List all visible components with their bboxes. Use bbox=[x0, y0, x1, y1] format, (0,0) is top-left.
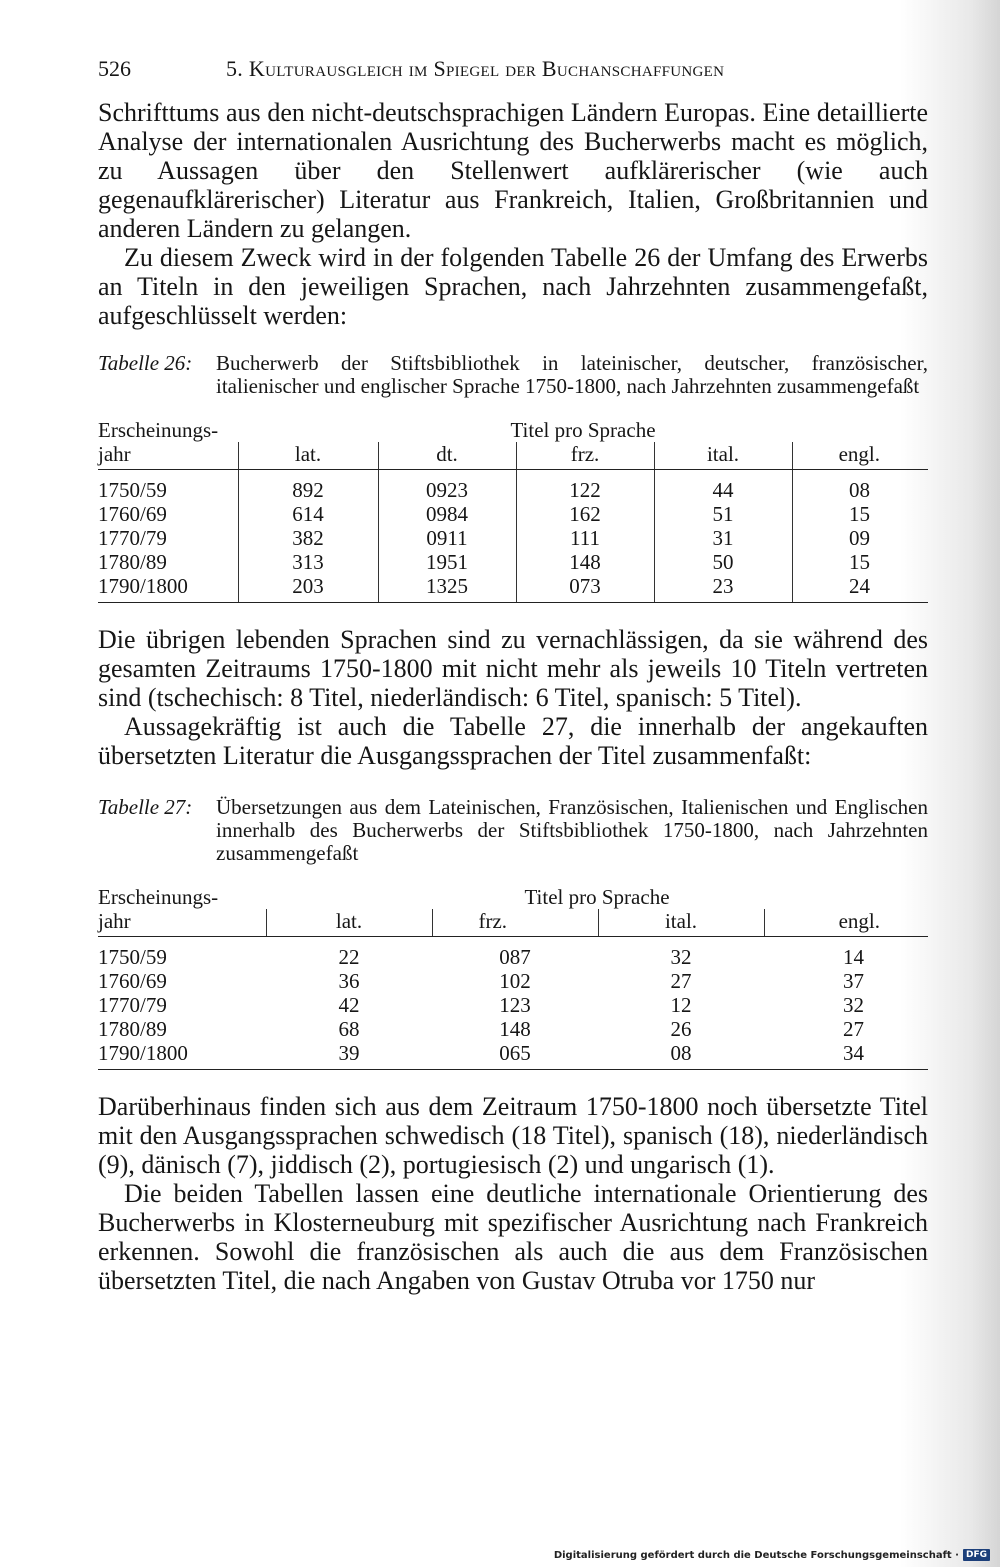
table-cell: 313 bbox=[238, 550, 378, 574]
table-cell: 148 bbox=[516, 550, 654, 574]
table-27-caption bbox=[98, 796, 928, 865]
table-cell: 37 bbox=[843, 969, 864, 993]
table-row bbox=[98, 470, 928, 503]
table-cell-year: 1790/1800 bbox=[98, 1041, 266, 1070]
digitization-footer bbox=[554, 1549, 990, 1561]
running-head-prefix: 5. bbox=[226, 56, 249, 81]
table-cell-year: 1780/89 bbox=[98, 1017, 167, 1041]
table-cell: 68 bbox=[338, 1017, 360, 1041]
table-cell: 31 bbox=[654, 526, 792, 550]
table-row bbox=[98, 1041, 928, 1070]
table-cell: 122 bbox=[516, 470, 654, 503]
table-27-group-header: Titel pro Sprache bbox=[524, 885, 670, 909]
table-cell: 102 bbox=[499, 969, 531, 993]
table-cell: 15 bbox=[792, 550, 928, 574]
table-cell: 44 bbox=[654, 470, 792, 503]
table-26-col-header: engl. bbox=[792, 442, 928, 470]
dfg-logo: DFG bbox=[963, 1549, 990, 1561]
table-cell: 39 bbox=[266, 1041, 432, 1070]
table-cell: 24 bbox=[792, 574, 928, 603]
table-cell: 1951 bbox=[378, 550, 516, 574]
table-cell: 111 bbox=[516, 526, 654, 550]
table-row bbox=[98, 937, 928, 970]
table-cell-year: 1780/89 bbox=[98, 550, 167, 574]
table-cell: 087 bbox=[499, 945, 531, 969]
table-27-col-header: lat. bbox=[266, 909, 432, 937]
table-27 bbox=[98, 885, 928, 1070]
table-cell-year: 1760/69 bbox=[98, 502, 167, 526]
table-cell: 27 bbox=[843, 1017, 864, 1041]
table-26-year-header-2: jahr bbox=[98, 442, 238, 470]
table-cell-year: 1770/79 bbox=[98, 526, 167, 550]
table-27-caption-text: Übersetzungen aus dem Lateinischen, Französischen, Italienischen und Englischen innerhalb des Bucherwerbs der Stiftsbibliothek 1750-1800, nach Jahrzehnten zusammengefaßt bbox=[216, 795, 928, 865]
table-cell: 892 bbox=[238, 470, 378, 503]
table-cell: 26 bbox=[670, 1017, 692, 1041]
table-26-label: Tabelle 26: bbox=[98, 351, 193, 375]
table-cell: 34 bbox=[764, 1041, 928, 1070]
table-26 bbox=[98, 418, 928, 603]
table-cell: 08 bbox=[598, 1041, 764, 1070]
table-cell: 203 bbox=[238, 574, 378, 603]
table-26-header-row bbox=[98, 442, 928, 470]
table-26-caption-text: Bucherwerb der Stiftsbibliothek in lateinischer, deutscher, französischer, italienischer und englischer Sprache 1750-1800, nach Jahrzehnten zusammengefaßt bbox=[216, 351, 928, 398]
paragraph-5: Darüberhinaus finden sich aus dem Zeitraum 1750-1800 noch übersetzte Titel mit den Ausgangssprachen schwedisch (18 Titel), spanisch (18), niederländisch (9), dänisch (7), jiddisch (2), portugiesisch (2) und ungarisch (1). bbox=[98, 1092, 928, 1179]
table-cell: 12 bbox=[670, 993, 692, 1017]
table-26-col-header: frz. bbox=[516, 442, 654, 470]
table-cell: 0984 bbox=[378, 502, 516, 526]
table-cell: 1325 bbox=[378, 574, 516, 603]
table-row bbox=[98, 1017, 928, 1041]
table-row bbox=[98, 993, 928, 1017]
table-cell: 50 bbox=[654, 550, 792, 574]
table-cell: 15 bbox=[792, 502, 928, 526]
page-number: 526 bbox=[98, 56, 131, 81]
table-row bbox=[98, 502, 928, 526]
table-row bbox=[98, 550, 928, 574]
table-27-year-header-1: Erscheinungs- bbox=[98, 885, 219, 909]
footer-text: Digitalisierung gefördert durch die Deutsche Forschungsgemeinschaft · bbox=[553, 1549, 959, 1561]
running-head-title: Kulturausgleich im Spiegel der Buchanschaffungen bbox=[248, 56, 725, 81]
paragraph-1: Schrifttums aus den nicht-deutschsprachigen Ländern Europas. Eine detaillierte Analyse der internationalen Ausrichtung des Bucherwerbs macht es möglich, zu Aussagen über den Stellenwert aufklärerischer (wie auch gegenaufklärerischer) Literatur aus Frankreich, Italien, Großbritannien und anderen Ländern zu gelangen. bbox=[98, 98, 928, 243]
table-27-label: Tabelle 27: bbox=[98, 795, 193, 819]
table-cell: 32 bbox=[670, 945, 692, 969]
table-26-caption bbox=[98, 352, 928, 398]
table-26-col-header: ital. bbox=[654, 442, 792, 470]
table-cell: 0911 bbox=[378, 526, 516, 550]
table-cell: 073 bbox=[516, 574, 654, 603]
table-cell: 0923 bbox=[378, 470, 516, 503]
table-26-year-header-1: Erscheinungs- bbox=[98, 418, 219, 442]
table-cell: 148 bbox=[499, 1017, 531, 1041]
table-cell: 382 bbox=[238, 526, 378, 550]
table-26-col-header: dt. bbox=[378, 442, 516, 470]
table-cell: 32 bbox=[843, 993, 864, 1017]
table-cell-year: 1750/59 bbox=[98, 945, 167, 969]
table-cell: 162 bbox=[516, 502, 654, 526]
table-26-col-header: lat. bbox=[238, 442, 378, 470]
page-header bbox=[98, 56, 928, 90]
table-cell-year: 1790/1800 bbox=[98, 574, 238, 603]
table-26-group-row bbox=[98, 418, 928, 442]
table-cell: 22 bbox=[338, 945, 360, 969]
table-row bbox=[98, 969, 928, 993]
table-27-year-header-2: jahr bbox=[98, 909, 266, 937]
table-cell: 09 bbox=[792, 526, 928, 550]
table-cell-year: 1750/59 bbox=[98, 478, 167, 502]
table-cell: 27 bbox=[670, 969, 692, 993]
table-cell: 08 bbox=[792, 470, 928, 503]
table-cell: 42 bbox=[338, 993, 360, 1017]
table-cell: 36 bbox=[338, 969, 360, 993]
paragraph-6: Die beiden Tabellen lassen eine deutliche internationale Orientierung des Bucherwerbs in Klosterneuburg mit spezifischer Ausrichtung nach Frankreich erkennen. Sowohl die französischen als auch die aus dem Französischen übersetzten Titel, die nach Angaben von Gustav Otruba vor 1750 nur bbox=[98, 1179, 928, 1295]
table-27-col-header: engl. bbox=[764, 909, 928, 937]
table-27-header-row bbox=[98, 909, 928, 937]
table-cell-year: 1770/79 bbox=[98, 993, 167, 1017]
table-27-group-row bbox=[98, 885, 928, 909]
table-cell-year: 1760/69 bbox=[98, 969, 167, 993]
paragraph-3: Die übrigen lebenden Sprachen sind zu vernachlässigen, da sie während des gesamten Zeitraums 1750-1800 mit nicht mehr als jeweils 10 Titeln vertreten sind (tschechisch: 8 Titel, niederländisch: 6 Titel, spanisch: 5 Titel). bbox=[98, 625, 928, 712]
running-head bbox=[226, 56, 724, 82]
table-cell: 14 bbox=[843, 945, 864, 969]
table-cell: 123 bbox=[499, 993, 531, 1017]
paragraph-4: Aussagekräftig ist auch die Tabelle 27, die innerhalb der angekauften übersetzten Literatur die Ausgangssprachen der Titel zusammenfaßt: bbox=[98, 712, 928, 770]
table-row bbox=[98, 526, 928, 550]
table-27-col-header: ital. bbox=[598, 909, 764, 937]
table-26-group-header: Titel pro Sprache bbox=[510, 418, 656, 442]
page bbox=[98, 56, 928, 1295]
table-row bbox=[98, 574, 928, 603]
table-cell: 51 bbox=[654, 502, 792, 526]
table-27-col-header: frz. bbox=[432, 909, 598, 937]
table-cell: 065 bbox=[432, 1041, 598, 1070]
table-cell: 23 bbox=[654, 574, 792, 603]
table-cell: 614 bbox=[238, 502, 378, 526]
paragraph-2: Zu diesem Zweck wird in der folgenden Tabelle 26 der Umfang des Erwerbs an Titeln in den jeweiligen Sprachen, nach Jahrzehnten zusammengefaßt, aufgeschlüsselt werden: bbox=[98, 243, 928, 330]
